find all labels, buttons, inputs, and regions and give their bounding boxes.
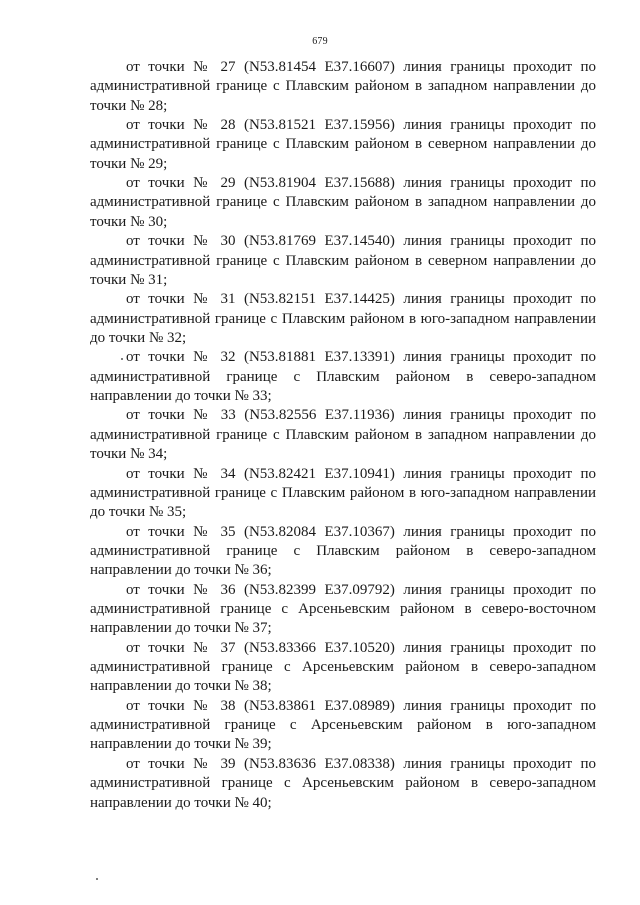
boundary-paragraph-38: от точки № 38 (N53.83861 E37.08989) линия границы проходит по административной границе с Арсеньевским районом в юго-западном направлении до точки № 39; [90, 697, 596, 753]
document-body [90, 58, 596, 813]
boundary-paragraph-29: от точки № 29 (N53.81904 E37.15688) линия границы проходит по административной границе с Плавским районом в западном направлении до точки № 30; [90, 175, 596, 230]
boundary-paragraph-36: от точки № 36 (N53.82399 E37.09792) линия границы проходит по административной границе с Арсеньевским районом в северо-восточном направлении до точки № 37; [90, 581, 596, 637]
boundary-paragraph-30: от точки № 30 (N53.81769 E37.14540) линия границы проходит по административной границе с Плавским районом в северном направлении до точки № 31; [90, 233, 596, 288]
boundary-paragraph-32: от точки № 32 (N53.81881 E37.13391) линия границы проходит по административной границе с Плавским районом в северо-западном направлении до точки № 33; [90, 349, 596, 404]
boundary-paragraph-37: от точки № 37 (N53.83366 E37.10520) линия границы проходит по административной границе с Арсеньевским районом в северо-западном направлении до точки № 38; [90, 639, 596, 695]
boundary-paragraph-35: от точки № 35 (N53.82084 E37.10367) линия границы проходит по административной границе с Плавским районом в северо-западном направлении до точки № 36; [90, 523, 596, 579]
boundary-paragraph-39: от точки № 39 (N53.83636 E37.08338) линия границы проходит по административной границе с Арсеньевским районом в северо-западном направлении до точки № 40; [90, 755, 596, 811]
boundary-paragraph-27: от точки № 27 (N53.81454 E37.16607) линия границы проходит по административной границе с Плавским районом в западном направлении до точки № 28; [90, 59, 596, 114]
boundary-paragraph-28: от точки № 28 (N53.81521 E37.15956) линия границы проходит по административной границе с Плавским районом в северном направлении до точки № 29; [90, 117, 596, 172]
boundary-paragraph-31: от точки № 31 (N53.82151 E37.14425) линия границы проходит по административной границе с Плавским районом в юго-западном направлении до точки № 32; [90, 291, 596, 346]
boundary-paragraph-33: от точки № 33 (N53.82556 E37.11936) линия границы проходит по административной границе с Плавским районом в западном направлении до точки № 34; [90, 407, 596, 463]
scan-speck [96, 878, 98, 880]
page-number: 679 [312, 36, 328, 47]
scan-speck [121, 358, 123, 360]
boundary-paragraph-34: от точки № 34 (N53.82421 E37.10941) линия границы проходит по административной границе с Плавским районом в юго-западном направлении до точки № 35; [90, 465, 596, 521]
